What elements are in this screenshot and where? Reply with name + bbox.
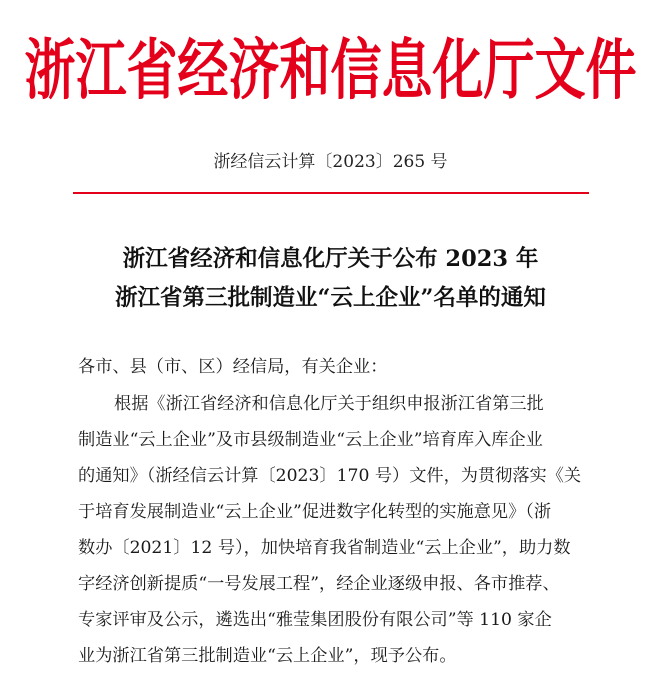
- body-line-4: 于培育发展制造业“云上企业”促进数字化转型的实施意见》（浙: [78, 502, 552, 522]
- notice-title-line-1: 浙江省经济和信息化厅关于公布 2023 年: [122, 246, 539, 272]
- document-number: 浙经信云计算〔2023〕265 号: [213, 152, 448, 172]
- body-line-6: 字经济创新提质“一号发展工程”，经企业逐级申报、各市推荐、: [78, 574, 560, 594]
- body-line-1: 根据《浙江省经济和信息化厅关于组织申报浙江省第三批: [114, 394, 544, 414]
- notice-title-line-2: 浙江省第三批制造业“云上企业”名单的通知: [115, 285, 546, 311]
- body-line-3: 的通知》（浙经信云计算〔2023〕170 号）文件，为贯彻落实《关: [78, 466, 582, 486]
- red-divider-line: [73, 192, 589, 194]
- body-line-5: 数办〔2021〕12 号），加快培育我省制造业“云上企业”，助力数: [78, 538, 571, 558]
- body-line-7: 专家评审及公示，遴选出“雅莹集团股份有限公司”等 110 家企: [78, 610, 552, 630]
- masthead-title: 浙江省经济和信息化厅文件: [24, 32, 637, 110]
- salutation: 各市、县（市、区）经信局，有关企业：: [78, 357, 388, 377]
- body-line-2: 制造业“云上企业”及市县级制造业“云上企业”培育库入库企业: [78, 430, 543, 450]
- body-line-8: 业为浙江省第三批制造业“云上企业”，现予公布。: [78, 646, 457, 666]
